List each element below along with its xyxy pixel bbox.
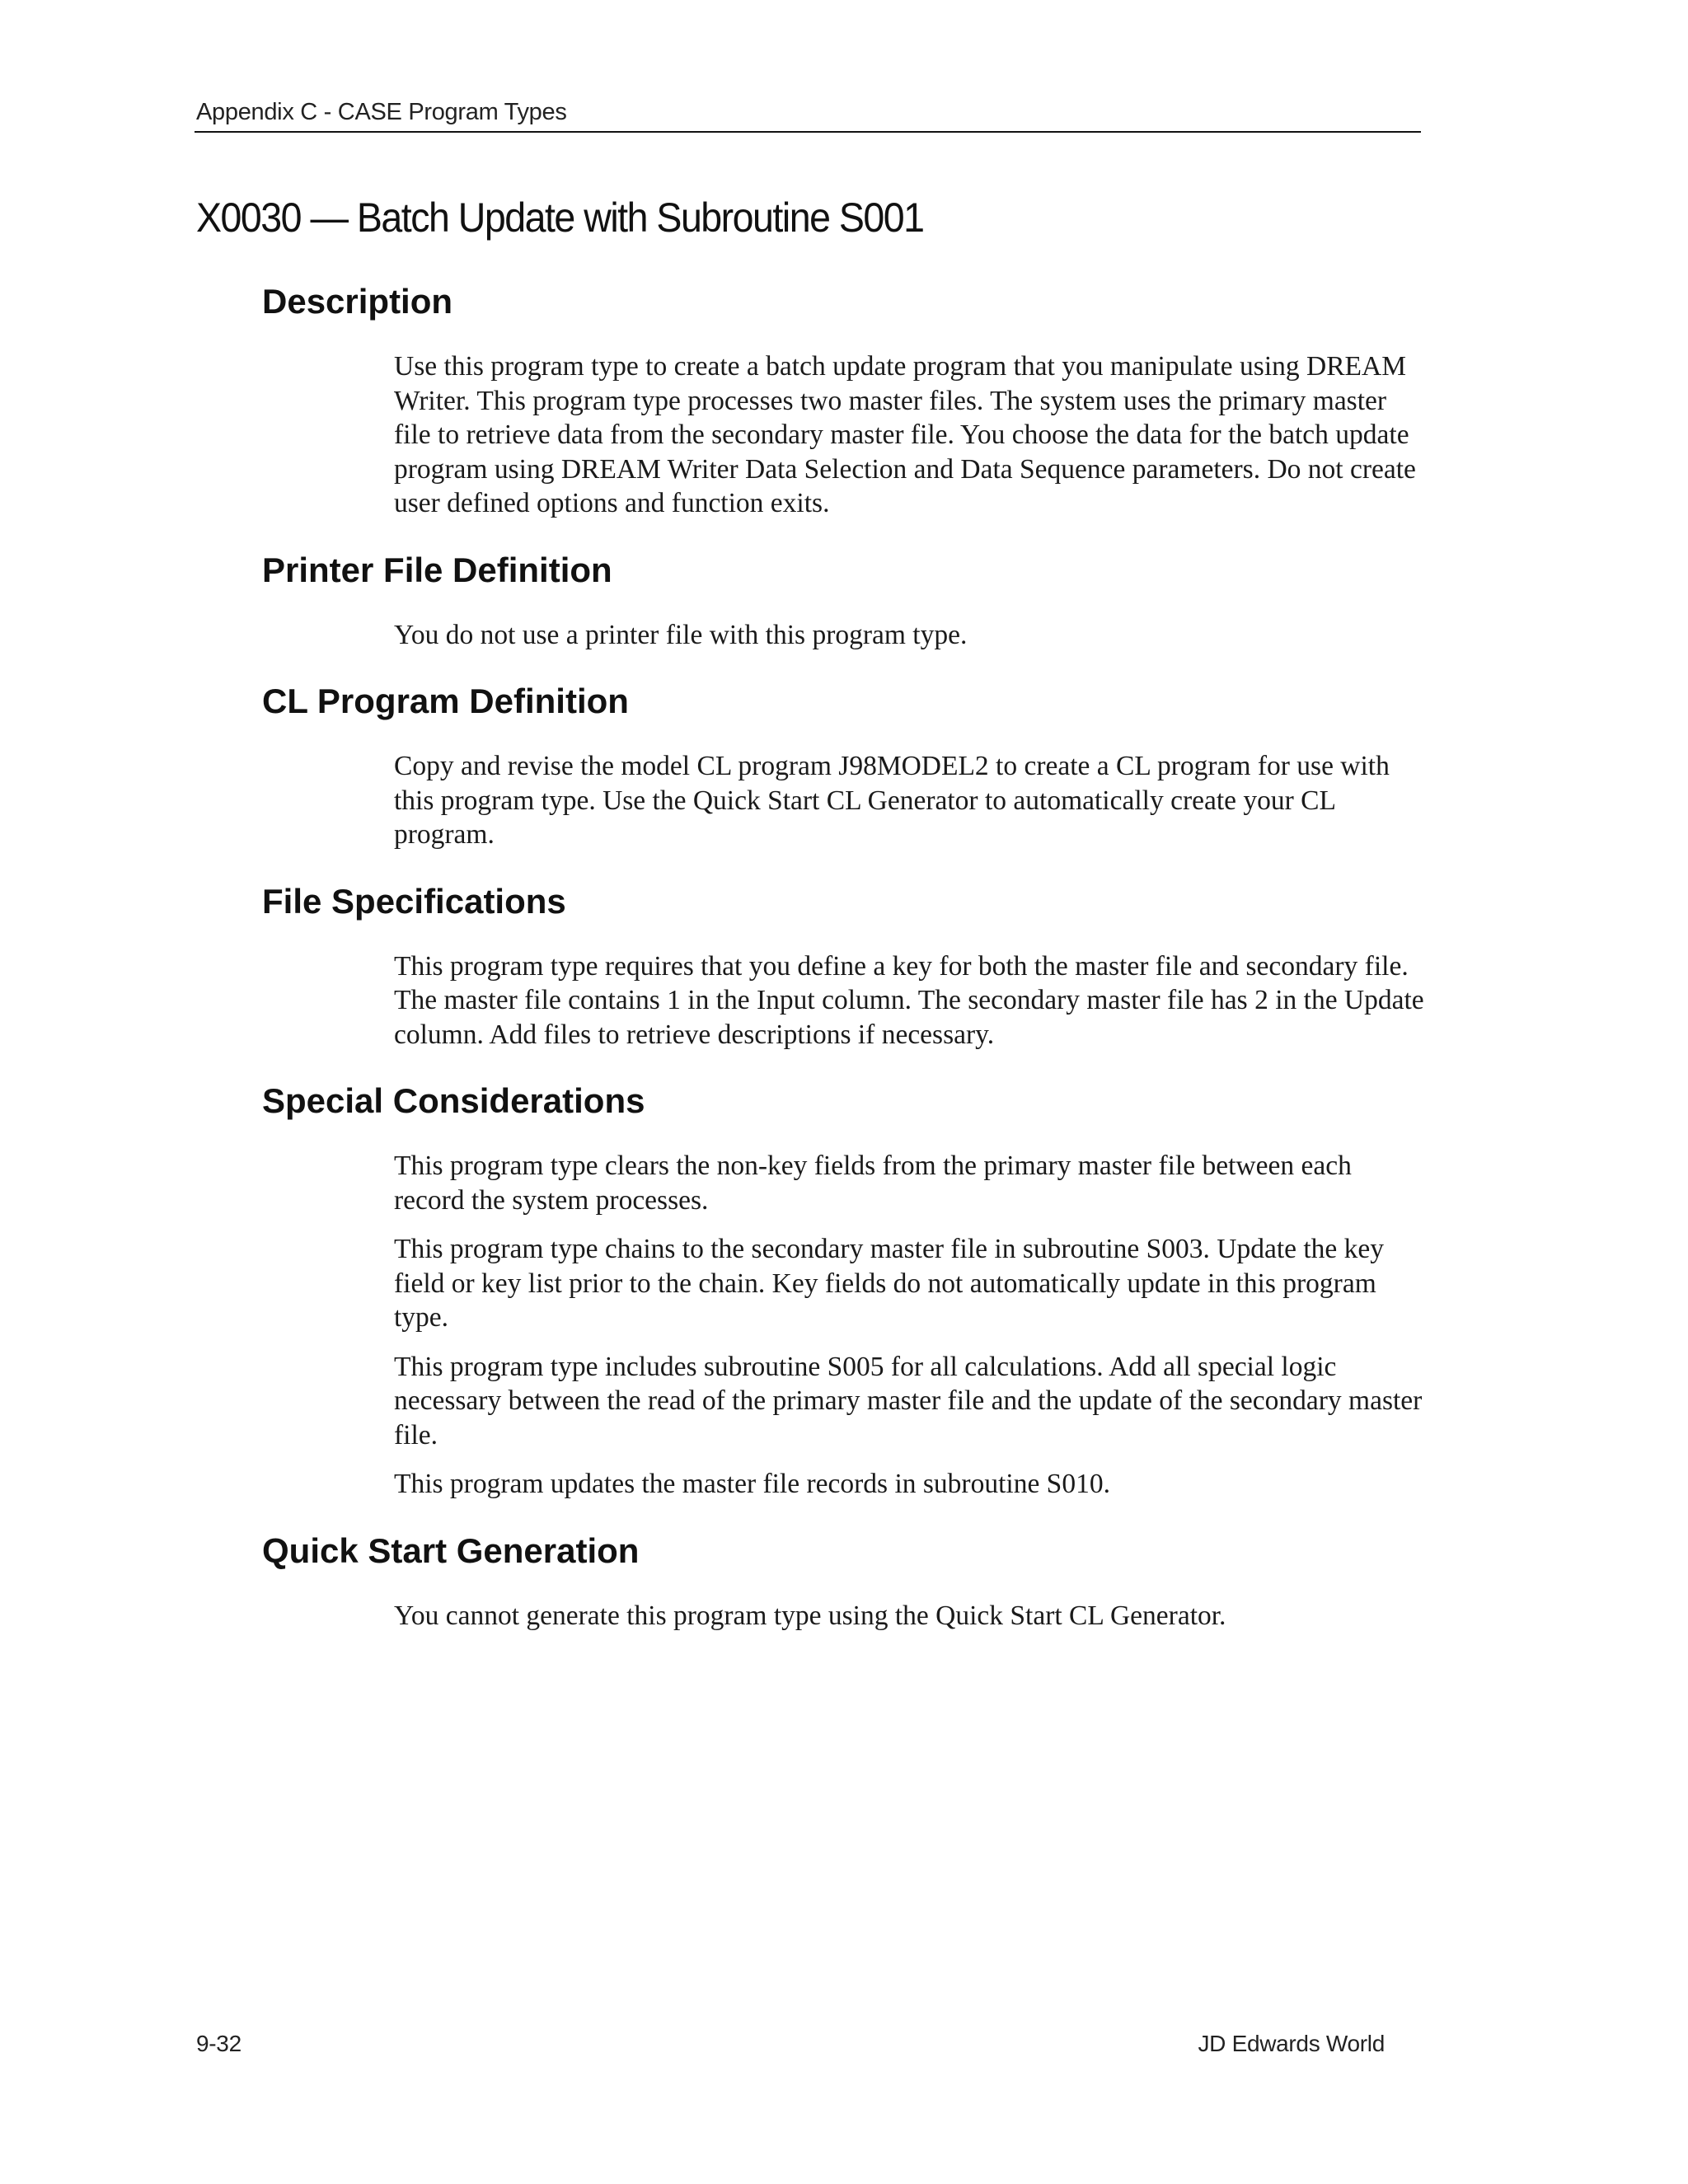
section-body <box>394 349 1424 521</box>
section-heading: CL Program Definition <box>262 682 629 720</box>
section-quick-start-generation <box>262 1530 1432 1633</box>
section-body <box>394 749 1424 852</box>
running-head: Appendix C - CASE Program Types <box>196 99 567 125</box>
section-body <box>394 949 1424 1052</box>
paragraph: You cannot generate this program type using the Quick Start CL Generator. <box>394 1600 1226 1631</box>
section-body <box>394 1599 1424 1633</box>
section-special-considerations <box>262 1080 1432 1502</box>
paragraph: Use this program type to create a batch update program that you manipulate using DREAM Writer. This program type processes two master files. The system uses the primary master file to retrieve data from the secondary master file. You choose the data for the batch update program using DREAM Writer Data Selection and Data Sequence parameters. Do not create user defined options and function exits. <box>394 351 1416 518</box>
paragraph: This program type includes subroutine S005 for all calculations. Add all special logic necessary between the read of the primary master file and the update of the secondary master file. <box>394 1351 1423 1451</box>
section-body <box>394 1149 1424 1502</box>
section-description <box>262 280 1432 521</box>
paragraph: This program updates the master file records in subroutine S010. <box>394 1469 1110 1499</box>
section-cl-program-definition <box>262 680 1432 852</box>
publisher-name: JD Edwards World <box>1198 2031 1385 2056</box>
page-number: 9-32 <box>196 2031 241 2056</box>
header-rule <box>195 131 1421 133</box>
paragraph: You do not use a printer file with this program type. <box>394 619 968 650</box>
section-body <box>394 618 1424 653</box>
section-file-specifications <box>262 880 1432 1052</box>
section-heading: Quick Start Generation <box>262 1530 640 1570</box>
paragraph: Copy and revise the model CL program J98MODEL2 to create a CL program for use with this program type. Use the Quick Start CL Generator to automatically create your CL program. <box>394 751 1390 850</box>
page-content <box>262 280 1432 1633</box>
paragraph: This program type clears the non-key fields from the primary master file between each record the system processes. <box>394 1151 1352 1216</box>
section-printer-file-definition <box>262 549 1432 653</box>
paragraph: This program type requires that you define a key for both the master file and secondary file. The master file contains 1 in the Input column. The secondary master file has 2 in the Update column. Add files to retrieve descriptions if necessary. <box>394 950 1424 1050</box>
section-heading: File Specifications <box>262 881 566 921</box>
page-title: X0030 — Batch Update with Subroutine S001 <box>196 194 924 241</box>
section-heading: Printer File Definition <box>262 550 612 589</box>
paragraph: This program type chains to the secondary master file in subroutine S003. Update the key field or key list prior to the chain. Key fields do not automatically update in this program type. <box>394 1234 1385 1333</box>
section-heading: Special Considerations <box>262 1081 645 1120</box>
section-heading: Description <box>262 282 453 321</box>
